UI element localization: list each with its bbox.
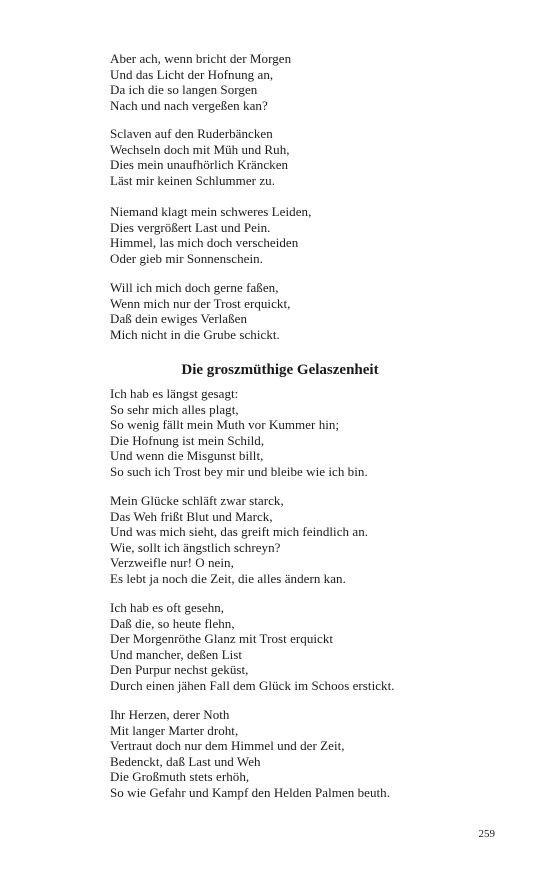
verse-line: Es lebt ja noch die Zeit, die alles ändern kan. xyxy=(110,570,346,586)
stanza xyxy=(110,707,390,800)
verse-line: Will ich mich doch gerne faßen, xyxy=(110,280,279,295)
verse-line: Und mancher, deßen List xyxy=(110,646,243,662)
verse-line: Daß dein ewiges Verlaßen xyxy=(110,311,248,326)
stanza xyxy=(110,51,291,113)
verse-line: Das Weh frißt Blut und Marck, xyxy=(110,508,273,524)
verse-line: So sehr mich alles plagt, xyxy=(110,401,239,417)
stanza xyxy=(110,493,368,586)
verse-line: Wie, sollt ich ängstlich schreyn? xyxy=(110,539,281,555)
verse-line: Läst mir keinen Schlummer zu. xyxy=(110,172,275,188)
verse-line: Der Morgenröthe Glanz mit Trost erquickt xyxy=(110,631,334,646)
verse-line: Oder gieb mir Sonnenschein. xyxy=(110,250,263,266)
verse-line: Und wenn die Misgunst billt, xyxy=(110,448,264,463)
stanza xyxy=(110,600,395,693)
verse-line: Daß die, so heute flehn, xyxy=(110,615,235,631)
verse-line: Und das Licht der Hofnung an, xyxy=(110,66,274,82)
stanza xyxy=(110,280,290,342)
verse-line: So wie Gefahr und Kampf den Helden Palmen beuth. xyxy=(110,784,391,800)
verse-line: Mein Glücke schläft zwar starck, xyxy=(110,493,284,508)
verse-line: Dies vergrößert Last und Pein. xyxy=(110,219,271,235)
stanza xyxy=(110,204,311,266)
poem-title: Die groszmüthige Gelaszenheit xyxy=(181,362,379,378)
verse-line: Und was mich sieht, das greift mich feindlich an. xyxy=(110,524,369,539)
verse-line: Wechseln doch mit Müh und Ruh, xyxy=(110,141,290,157)
verse-line: Den Purpur nechst geküst, xyxy=(110,662,249,677)
verse-line: Vertraut doch nur dem Himmel und der Zeit, xyxy=(110,738,345,753)
page-number: 259 xyxy=(478,828,495,840)
verse-line: Ich hab es oft gesehn, xyxy=(110,600,225,615)
verse-line: Bedenckt, daß Last und Weh xyxy=(110,753,261,769)
verse-line: So such ich Trost bey mir und bleibe wie ich bin. xyxy=(110,463,368,479)
verse-line: Niemand klagt mein schweres Leiden, xyxy=(110,204,312,219)
stanza xyxy=(110,386,368,479)
verse-line: So wenig fällt mein Muth vor Kummer hin; xyxy=(110,417,340,432)
verse-line: Nach und nach vergeßen kan? xyxy=(110,97,268,113)
verse-line: Aber ach, wenn bricht der Morgen xyxy=(110,51,292,66)
verse-line: Himmel, las mich doch verscheiden xyxy=(110,235,299,250)
stanza xyxy=(110,126,290,188)
verse-line: Verzweifle nur! O nein, xyxy=(110,555,234,570)
verse-line: Wenn mich nur der Trost erquickt, xyxy=(110,295,291,311)
verse-line: Mich nicht in die Grube schickt. xyxy=(110,326,280,342)
verse-line: Da ich die so langen Sorgen xyxy=(110,82,258,97)
verse-line: Die Großmuth stets erhöh, xyxy=(110,769,250,784)
verse-line: Dies mein unaufhörlich Kräncken xyxy=(110,157,289,172)
verse-line: Ich hab es längst gesagt: xyxy=(110,386,239,401)
verse-line: Sclaven auf den Ruderbäncken xyxy=(110,126,273,141)
verse-line: Die Hofnung ist mein Schild, xyxy=(110,432,265,448)
verse-line: Mit langer Marter droht, xyxy=(110,722,239,738)
verse-line: Durch einen jähen Fall dem Glück im Schoos erstickt. xyxy=(110,677,395,693)
verse-line: Ihr Herzen, derer Noth xyxy=(110,707,230,722)
